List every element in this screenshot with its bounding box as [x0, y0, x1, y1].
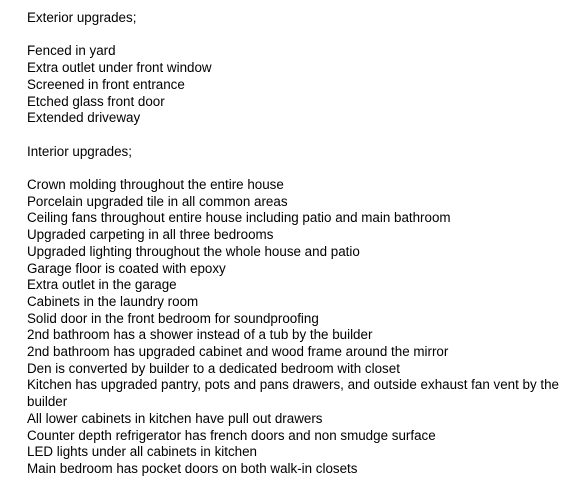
spacer [27, 27, 581, 44]
interior-item: Main bedroom has pocket doors on both walk-in closets [27, 460, 358, 476]
interior-item: Porcelain upgraded tile in all common areas [27, 193, 288, 209]
interior-heading: Interior upgrades; [27, 143, 132, 159]
interior-item: Solid door in the front bedroom for soundproofing [27, 310, 319, 326]
interior-item: LED lights under all cabinets in kitchen [27, 444, 258, 460]
spacer [27, 160, 581, 177]
exterior-item: Extra outlet under front window [27, 60, 212, 76]
exterior-item: Extended driveway [27, 110, 141, 126]
interior-item: Extra outlet in the garage [27, 277, 177, 293]
interior-item: Ceiling fans throughout entire house including patio and main bathroom [27, 210, 451, 226]
interior-item: Counter depth refrigerator has french doors and non smudge surface [27, 427, 436, 443]
exterior-item: Etched glass front door [27, 93, 165, 109]
interior-item: Upgraded lighting throughout the whole house and patio [27, 243, 360, 259]
interior-item: Cabinets in the laundry room [27, 293, 199, 309]
interior-item: 2nd bathroom has upgraded cabinet and wood frame around the mirror [27, 344, 449, 360]
interior-item: Upgraded carpeting in all three bedrooms [27, 227, 274, 243]
interior-item: Den is converted by builder to a dedicated bedroom with closet [27, 360, 400, 376]
spacer [27, 127, 581, 144]
interior-item: Garage floor is coated with epoxy [27, 260, 226, 276]
interior-item: All lower cabinets in kitchen have pull out drawers [27, 410, 323, 426]
document-body [27, 10, 581, 478]
exterior-item: Screened in front entrance [27, 76, 185, 92]
exterior-heading: Exterior upgrades; [27, 10, 137, 25]
exterior-item: Fenced in yard [27, 43, 116, 59]
interior-item: Crown molding throughout the entire house [27, 176, 284, 192]
interior-item: 2nd bathroom has a shower instead of a tub by the builder [27, 327, 373, 343]
interior-item: Kitchen has upgraded pantry, pots and pans drawers, and outside exhaust fan vent by the builder [27, 377, 560, 410]
